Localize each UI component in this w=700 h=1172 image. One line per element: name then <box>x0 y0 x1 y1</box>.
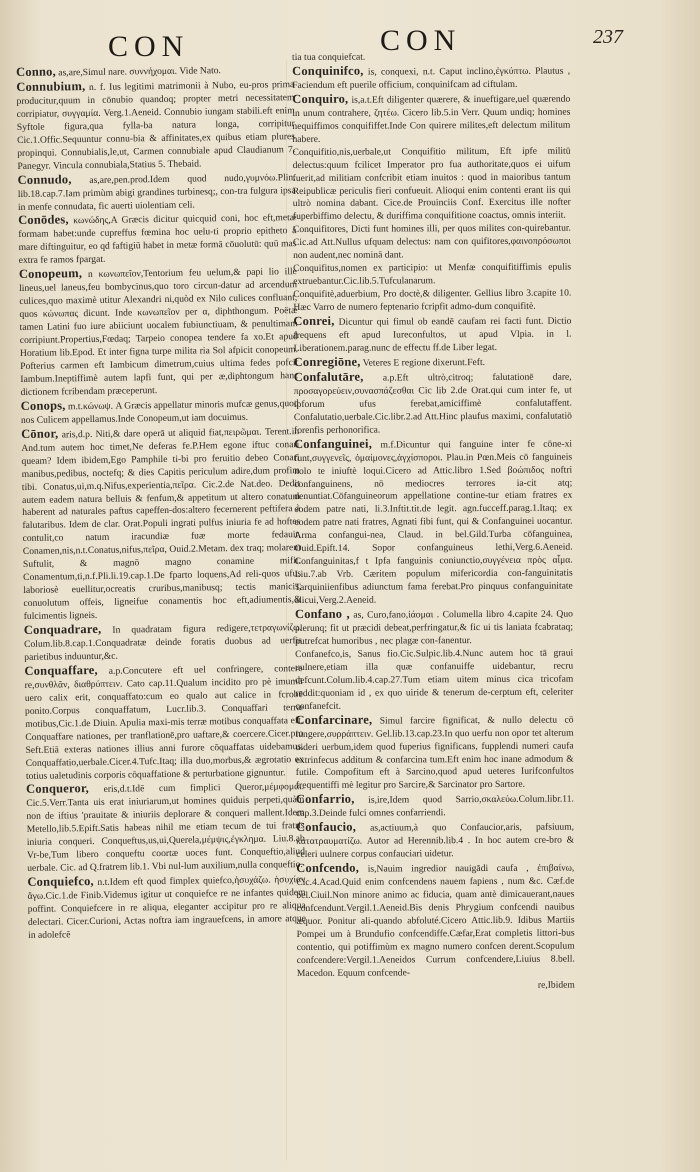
dictionary-entry <box>296 820 574 862</box>
entry-text: eris,d.t.Idē cum fimplici Queror,μέμφομαι. Cic.5.Verr.Tanta uis erat iniuriarum,ut homines quiduis perpeti,quàm non de iftius 'prauitate & iniuriis deplorare & conqueri mallent.Idem Metello,lib.5.Epift.Satis habeas nihil me etiam tecum de tui fratris iniuria conqueri. Conqueftus,us,ui,Querela,μέμψις,ἐγκλημα. Liu.8.ab Vr-be,Tum libero conqueftu coortæ uoces funt. Conqueftio,aliud uerbale. Cic. ad Q.fratrem lib.1. Vbi nul-lum auxilium,nulla conqueftio. <box>26 781 306 875</box>
entry-text: Conquifitus,nomen ex participio: ut Menfæ conquifitiffimis epulis extruebantur.Cic.lib.5.Tufculanarum. <box>293 261 572 288</box>
entry-text: m.f.Dicuntur qui fanguine inter fe cōne-xi funt,συγγενεῖς, ὁμαίμονες,ἀγχίσποροι. Plau.in Pœn.Meis cō fanguineis nolo te iniuftè loqui.Cicero ad Attic.libro 1.Sed βοώπιδος noftri confanguinens, nō mediocres terrores ia-cit atq; denuntiat.Cōfanguineorum appellatione contine-tur etiam fratres ex eodem patre nati, li.3.Inftit.tit.de legit. agn.fucceff.parag.1.Itaq; ex eodem patre nati fratres, Agnati fibi funt, qui & Confanguinei uocantur. Arma confangui-nea, Claud. in bel.Gild.Turba cōfanguinea, Ouid.Epift.14. Sopor confanguineus lethi,Verg.6.Aeneid. Confanguinitas,f t Ipfa fanguinis coniunctio,συγγένεια πρὸς αἷμα. Liu.7.ab Vrb. Cæritem populum mifericordia con-fanguinitatis Tarquiniienfibus adiunctum fama ferebat.Pro pinquus confanguinitate alicui,Verg.2.Aeneid. <box>294 438 573 607</box>
dictionary-entry <box>297 979 575 993</box>
entry-headword: Confano , <box>294 606 350 622</box>
dictionary-entry <box>292 63 570 92</box>
entry-text: as,are,Simul nare. συννήχομαι. Vide Nato. <box>58 65 221 79</box>
entry-headword: Conno, <box>16 64 56 79</box>
dictionary-entry <box>292 91 570 146</box>
dictionary-entry <box>19 264 299 399</box>
entry-headword: Connubium, <box>16 78 86 94</box>
entry-text: n κωνωπεῖον,Tentorium feu uelum,& papi lio ille lineus,uel laneus,feu bombycinus,quo toro circun-datur ad arcendum culices,quo maximè utitur Alexandri ni,quòd ex Nilo culices confluant, quos κώνωπας dicunt. Inde κωνωπεῖον per α, diphthongum. Poëtæ tamen Latini fuo iure abiiciunt uocalem fubiunctiuam, & penultimam corripiunt.Propertius,Fœdaq; Tarpeio conopea tendere fa xo.Et apud Horatium lib.Epod. Et inter figna turpe milita ria Sol afpicit conopeum. Pofterius carmen eft Iambicum dimetrum,cuius ultima fedes pofcit Iambum.Ineptiffimè autem lapfi funt, qui per æ,diphtongum hanc dictionem fcribendam præceperunt. <box>19 266 299 398</box>
left-running-head: CON <box>108 30 190 63</box>
entry-text: In quadratam figura redigere,τετραγωνίζω. Colum.lib.8.cap.1.Conquadratæ deinde foratis duobus ad uerfis parietibus induuntur,&c. <box>24 622 303 663</box>
dictionary-entry <box>296 861 575 981</box>
dictionary-entry <box>292 145 570 224</box>
entry-text: re,Ibidem <box>537 979 575 991</box>
entry-text: a.p.Concutere eft uel confringere, contere re,συνθλᾶν, διαθρύπτειν. Cato cap.11.Qualum incidito pro pè imumū uero calix erit, conquaffato:cum eo qualo aut calice in fcrobē ponito.Corpus conquaffatum, Lucr.lib.3. Conquaffari terræ motibus,Cic.1.de Diuin. Apulia maxi-mis terræ motibus conquaffata eft. Conquaffare nationes, per tranflationē,pro uaftare,& coercere.Cicer.pro Seft.Etiā exteras nationes illius anni furore cōquaffatas uidebamus. Conquaffatio,uerbale.Cicer.4.Tufc.Itaq; illa duo,morbus,& ægrotatio ex totius ualetudinis corporis cōquaffatione & perturbatione gignuntur. <box>24 662 304 782</box>
entry-headword: Conquiefco, <box>27 874 94 890</box>
right-column <box>292 51 576 1142</box>
entry-headword: Confarcinare, <box>295 712 373 727</box>
left-column <box>16 62 309 1156</box>
entry-headword: Conopeum, <box>18 266 83 282</box>
dictionary-entry <box>18 211 297 269</box>
entry-headword: Conrei, <box>293 313 335 329</box>
entry-headword: Confanguinei, <box>294 436 373 451</box>
entry-text: is, conquexi, n.t. Caput inclino,ἐγκύπτω. Plautus , Faciendum eft puerile officium, conquinifcam ad ciftulam. <box>292 65 571 91</box>
dictionary-entry <box>24 661 304 783</box>
dictionary-entry <box>294 436 573 608</box>
entry-text: κωνώδης,A Græcis dicitur quicquid coni, hoc eft,metæ formam habet:unde cupreffus fœmina hoc uelu-ti proprio epitheto à mare diftinguitur, eo qd faftigiū habet in metæ formā cōuolutū: quū mas extra fe ramos fpargat. <box>18 212 297 267</box>
entry-text: as, Curo,fano,ἰάομαι . Columella libro 4.capite 24. Quo plerunq; fit ut præcidi debeat,perfringatur,& fic ui tis laniata fcabrataq; putrefcat humoribus , nec plagæ con-fanentur. <box>294 608 574 647</box>
entry-headword: Conquiro, <box>292 91 349 106</box>
entry-headword: Confarrio, <box>295 792 355 807</box>
entry-text: is,a.t.Eft diligenter quærere, & inueftigare,uel quærendo in unum contrahere, ζητέω. Cicero lib.5.in Verr. Quum undiq; homines nequiffimos conquififfet.Inde Con quirere milites,eft delectum militum habere. <box>292 93 571 145</box>
dictionary-entry <box>18 170 297 215</box>
entry-headword: Connudo, <box>17 171 72 187</box>
entry-text: Dicuntur qui fimul ob eandē caufam rei facti funt. Dictio frequens eft apud Iureconfultos, ut apud Vlpia. in l. Liberationem.parag.nunc de effectu ff.de Liber legat. <box>293 315 572 354</box>
dictionary-entry <box>296 792 574 821</box>
dictionary-entry <box>24 620 303 665</box>
dictionary-entry <box>295 607 573 649</box>
entry-headword: Conqueror, <box>26 781 89 797</box>
dictionary-entry <box>16 77 295 174</box>
right-running-head: CON <box>380 24 462 57</box>
entry-headword: Cōnor, <box>21 426 59 441</box>
entry-text: m.t.κώνωψ. A Græcis appellatur minoris mufcæ genus,quod nos Culicem appellamus.Inde Conopeum,ut iam docuimus. <box>20 397 299 426</box>
dictionary-entry <box>293 288 571 315</box>
entry-text: Conquifitores, Dicti funt homines illi, per quos milites con-quirebantur. Cic.ad Att.Nullus ufquam delectus: nam con quifitores,φαινοπρόσωποι non audent,nec nominā dant. <box>292 222 572 262</box>
entry-text: a.p.Eft ultrò,citroq; falutationē dare, προσαγορεύειν,συνασπάζεσθαι Cic lib 2.de Orat.qui cum inter fe, ut ipforum ufus ferebat,amiciffimè confalutaffent. Confalutatio,uerbale.Cic.libr.2.ad Att.Hinc plaufus maximi, confalutatiō forenfis perhonorifica. <box>293 371 572 436</box>
entry-text: n.t.Idem eft quod fimplex quiefco,ἡσυχάζω. ἡσυχίαν ἄγω.Cic.1.de Finib.Videmus igitur ut conquiefce re ne infantes quidem poffint. Conquiefcere in re aliqua, eleganter accipitur pro re aliqua delectari. Cicer.Curioni, Actas noftra iam ingrauefcens, in amore atque in adolefcē <box>27 874 307 941</box>
dictionary-entry <box>295 712 573 793</box>
dictionary-entry <box>293 223 571 263</box>
entry-text: Conquifitè,aduerbium, Pro doctè,& diligenter. Gellius libro 3.capite 10. Hæc Varro de numero feptenario fcripfit admo-dum conquifitè. <box>293 287 572 314</box>
entry-text: n. f. Ius legitimi matrimonii à Nubo, eu-pros prima producitur,quum in cōnubio quandoq; propter metri necessitatem corripiatur, συγγαμία. Verg.1.Aeneid. Connubio iungam stabili.eft enim Syftole figura,qua fylla-ba natura longa, corripitur Cic.1.Offic.Sequuntur connu-bia & affinitates,ex quibus etiam plures propinqui. Connubialis,le,ut, Carmen connubiale apud Claudianum 7. Panegyr. Vincula connubiala,Statius 5. Thebaid. <box>16 79 296 172</box>
entry-headword: Confalutāre, <box>293 369 364 384</box>
entry-text: as,are,pen.prod.Idem quod nudo,γυμνόω.Plin. lib.18.cap.7.Iam primùm abigi grandines turbinesq;, con-tra fulgura ipsa in menfe connudata, fic auerti uiolentiam celi. <box>17 171 296 213</box>
dictionary-entry <box>295 647 573 713</box>
entry-text: is,Nauim ingredior nauigādi caufa , ἐπιβαίνω, Cic.4.Acad.Quid enim confcendens nauem fapiens , num &c. Cæf.de bel.Ciuil.Non minore animo ac fiducia, quam antè dimicauerant,naues confcendunt.Vergil.1.Aeneid.Bis denis Phrygium confcendi nauibus æquor. Ponitur ali-quando abfoluté.Cicero Attic.lib.9. Idibus Martiis Pompei um à Brundufio confcendiffe.Cæfar,Erat completis littori-bus contentio, qui potiffimùm ex magno numero confcen derent.Scopulum confcendere:Vergil.1.Aeneidos Currum confcendere,Liuius 8.bell. Macedon. Equum confcende- <box>296 862 575 979</box>
dictionary-entry <box>293 314 571 356</box>
dictionary-entry <box>294 369 572 437</box>
dictionary-entry <box>26 780 305 877</box>
entry-text: as,actiuum,à quo Confaucior,aris, pafsiuum, κατατραυματίζω. Autor ad Herennib.lib.4 . In hoc autem cre-bro & celeri uulnere corpus confauciari uidetur. <box>296 821 575 861</box>
entry-headword: Conops, <box>20 398 66 413</box>
entry-headword: Conquaffare, <box>24 662 98 678</box>
entry-headword: Conquinifco, <box>292 63 364 78</box>
dictionary-entry <box>293 262 571 289</box>
entry-text: Simul farcire fignificat, & nullo delectu cō iungere,συρράπτειν. Gel.lib.13.cap.23.In quo uerfu non opor tet alterum uideri uerbum,idem quod fuperius fignificans, fupplendi numeri caufa extrinfecus additum & confarcina tum.Eft enim hoc inane admodum & futile. Compofitum eft à Sarcino,quod apud ueteres Iurifconfultos frequentiffi mè legitur pro Sarcire,& Sarcinator pro Sartore. <box>295 714 574 792</box>
entry-text: aris,d.p. Niti,& dare operā ut aliquid fiat,πειρῶμαι. Terent.in And.tum autem hoc timet,Ne deferas fe.P.Hem egone iftuc conari queam? Idem ibidem,Ego Pamphile ti-bi pro feruitio debeo Conari manibus,pedibus, noctefq; & dies Capitis periculum adire,dum profim tibi. Conatus,ui,m.q.Nifus,experientia,πεῖρα. Cic.2.de Nat.deo. Dedit autem eadem natura belluis & fenfum,& appetitum ut altero conatum haberent ad naturales paftus capeffen-dos:altero fecernerent peftifera à falutaribus. Idem de clar. Orat.Populi ingrati pulfus iniuria fe ad hoftes contulit,co natum iracundiæ fuæ morte fedauit. Conamen,nis,n.t.Conatus,nifus,πεῖρα, Ouid.2.Metam. dex traq; molarem Suftulit, & magnō magno conamine mifit. Conamentum,ti,n.f.Pli.li.19.cap.1.De fparto loquens,Ad reli-quos ufus laboriosè euellitur,ocreatis cruribus,manibusq; tectis manicis, conuolutum offeis, ligneifue conamentis hoc eft,adiumentis,& fulcimentis ligneis. <box>21 425 302 623</box>
dictionary-entry <box>21 396 299 428</box>
dictionary-entry <box>27 872 306 943</box>
entry-text: Confanefco,is, Sanus fio.Cic.Sulpic.lib.4.Nunc autem hoc tā graui uulnere,etiam illa quæ confanuiffe uidebantur, recru defcunt.Colum.lib.4.cap.27.Tum etiam uitem minus cica tricofam reddit:quoniam id , ex quo uiride & tenerum de-cerptum eft, celeriter confanefcit. <box>295 647 574 712</box>
entry-headword: Conōdes, <box>18 212 69 228</box>
entry-headword: Conregiōne, <box>293 354 361 369</box>
entry-text: is,ire,Idem quod Sarrio,σκαλεύω.Colum.libr.11. cap.3.Deinde fulci omnes confarriendi. <box>295 793 574 820</box>
page-number: 237 <box>593 26 623 48</box>
entry-headword: Conquadrare, <box>23 621 102 637</box>
entry-text: Veteres E regione dixerunt.Feft. <box>362 356 486 369</box>
dictionary-entry <box>294 354 572 370</box>
entry-headword: Confaucio, <box>296 819 357 835</box>
entry-headword: Confcendo, <box>296 860 360 876</box>
entry-text: Conquifitio,nis,uerbale,ut Conquifitio militum, Eft ipfe militū delectus:quum fcilicet Imperator pro fua authoritate,quos ei uifum fuerit,ad militiam confcribit etiam inuitos : quod in maioribus tantum Reipublicæ periculis fieri confueuit. Alioqui enim contenti erant iis qui ultrò nomina dabant. Cice.de Prouinciis Conf. Exercitus ille nofter fuperbiffimo delectu, & duriffima conquifitione coactus, omnis interiit. <box>292 145 571 223</box>
dictionary-entry <box>21 424 302 624</box>
entry-text: tia tua conquiefcat. <box>292 51 366 63</box>
